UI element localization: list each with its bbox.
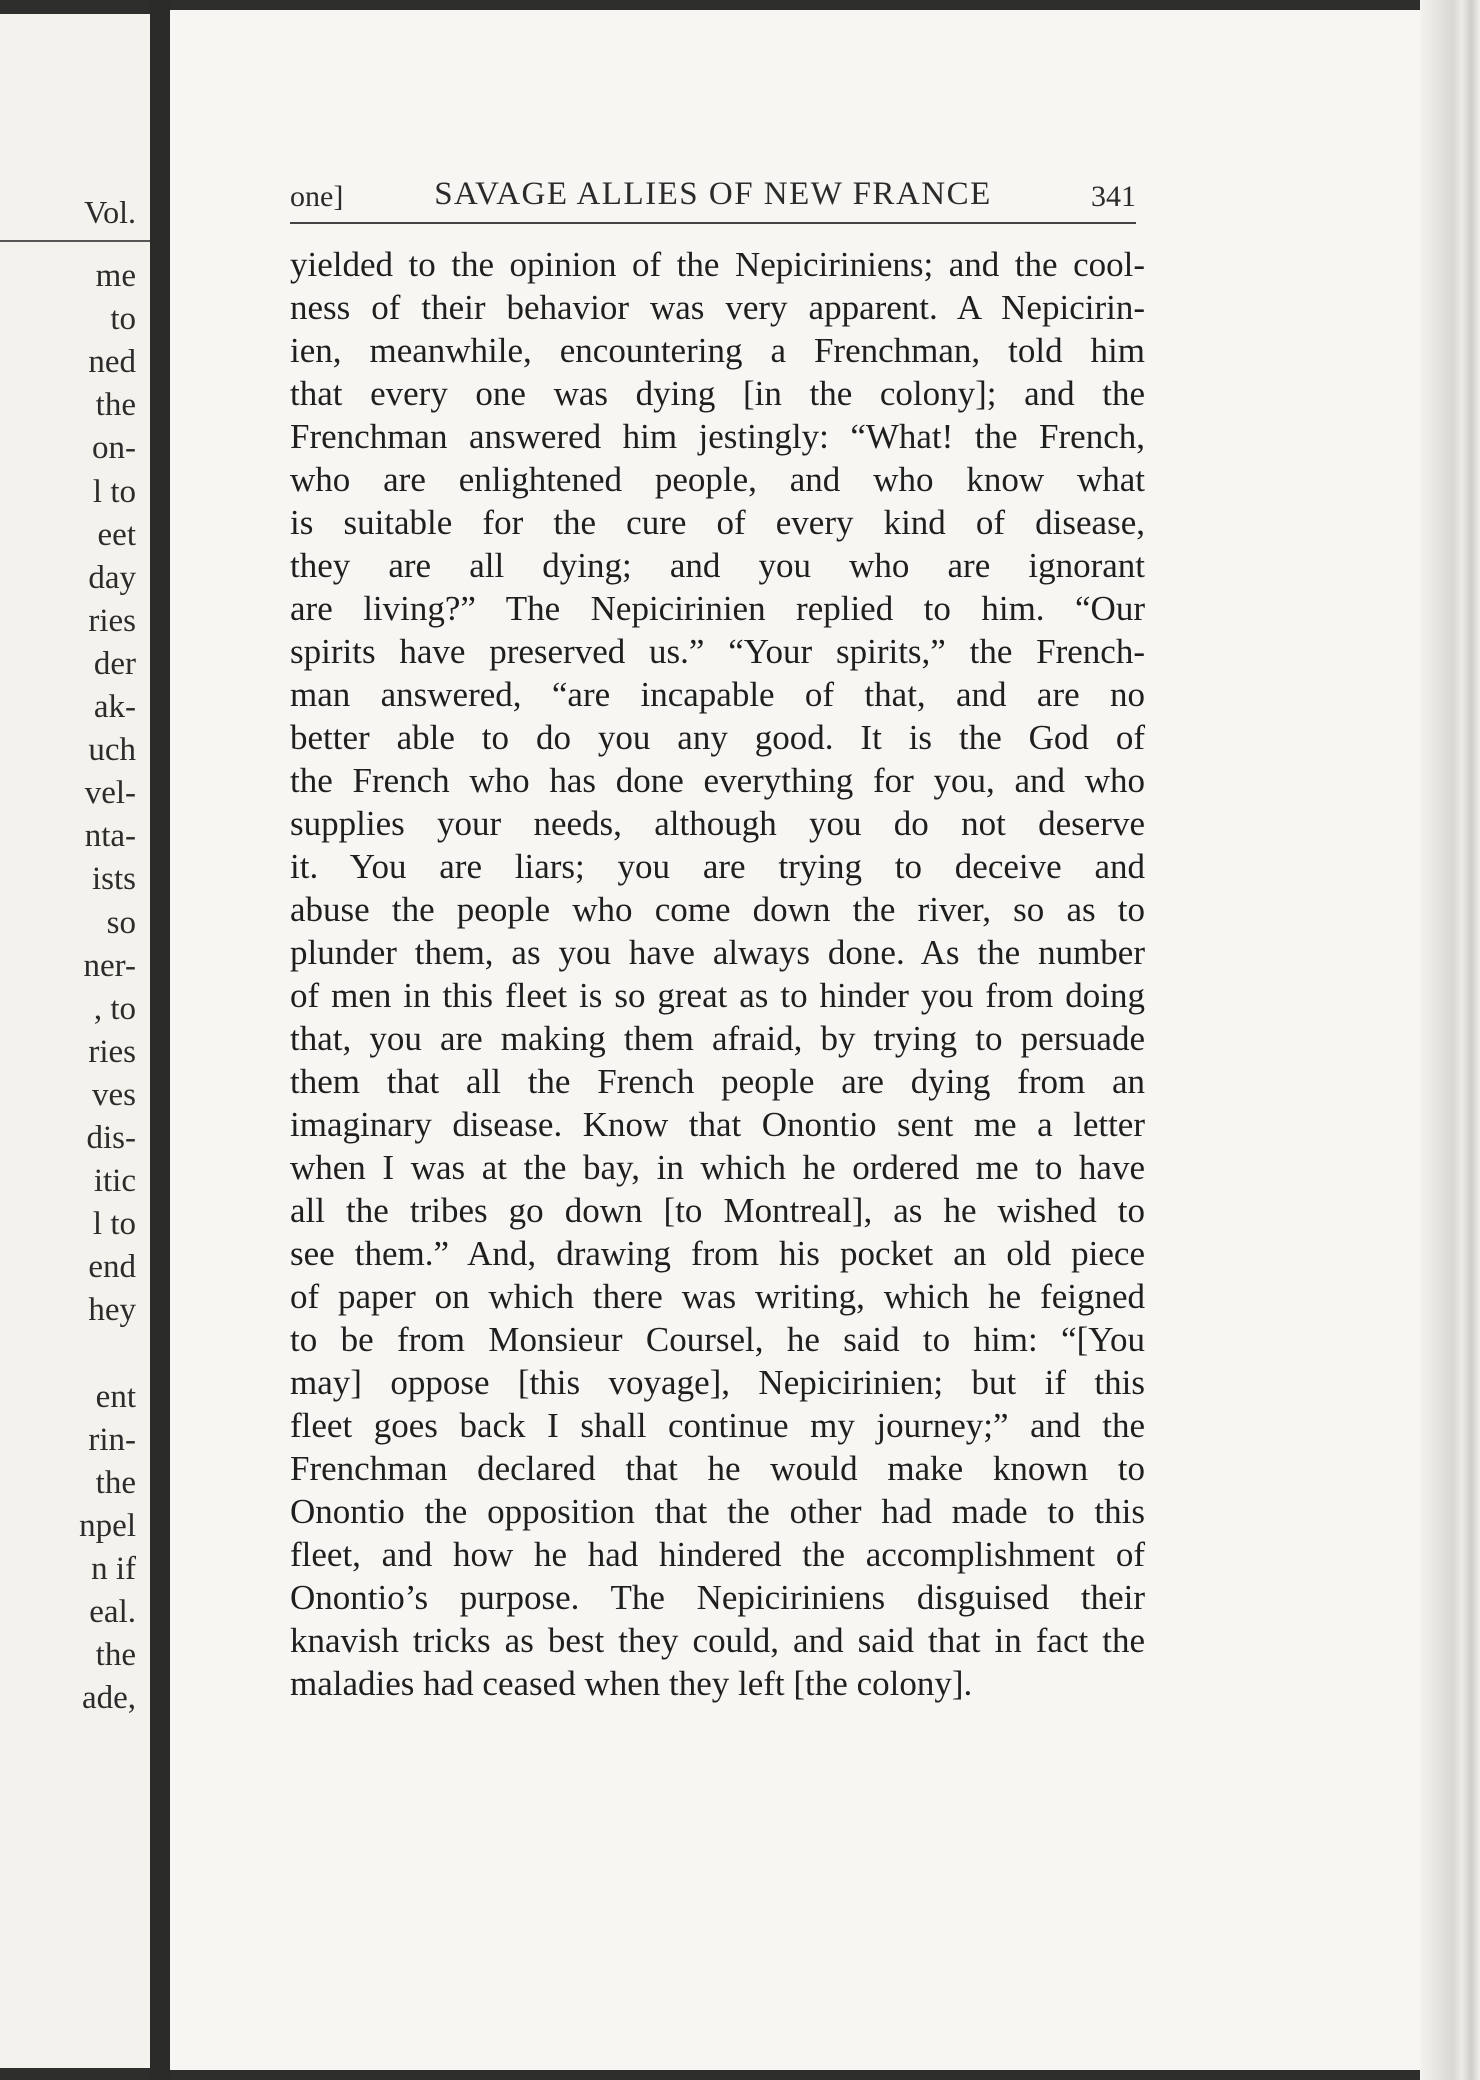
left-line-fragment: rin- xyxy=(88,1421,136,1458)
left-line-fragment: the xyxy=(95,1637,136,1674)
left-line-fragment: me xyxy=(95,258,136,294)
text-line: Frenchman answered him jestingly: “What! the French, xyxy=(290,417,1145,456)
text-line: them that all the French people are dying from an xyxy=(290,1062,1145,1101)
text-line: that, you are making them afraid, by trying to persuade xyxy=(290,1019,1145,1058)
text-line: is suitable for the cure of every kind of disease, xyxy=(290,503,1145,542)
header-chapter-ref: one] xyxy=(290,180,344,213)
left-header-text: Vol. xyxy=(84,194,136,230)
left-page xyxy=(0,14,150,2068)
left-line-fragment: to xyxy=(110,301,136,338)
left-line-fragment: l to xyxy=(92,473,136,510)
left-line-fragment: end xyxy=(88,1249,136,1286)
left-line-fragment: the xyxy=(95,387,136,424)
left-line-fragment: ists xyxy=(91,861,136,898)
text-line: fleet, and how he had hindered the accomplishment of xyxy=(290,1535,1145,1574)
left-line-fragment: so xyxy=(106,904,136,941)
text-line: plunder them, as you have always done. As the number xyxy=(290,933,1145,972)
text-line: abuse the people who come down the river, so as to xyxy=(290,890,1145,929)
text-line: man answered, “are incapable of that, and are no xyxy=(290,675,1145,714)
text-line: when I was at the bay, in which he ordered me to have xyxy=(290,1148,1145,1187)
text-line: it. You are liars; you are trying to deceive and xyxy=(290,847,1145,886)
left-line-fragment: hey xyxy=(88,1292,136,1329)
left-line-fragment: nta- xyxy=(84,818,136,855)
left-line-fragment: itic xyxy=(93,1163,136,1200)
text-line: knavish tricks as best they could, and said that in fact the xyxy=(290,1621,1145,1660)
body-text xyxy=(290,243,1145,1705)
text-line: all the tribes go down [to Montreal], as he wished to xyxy=(290,1191,1145,1230)
left-line-fragment: the xyxy=(95,1464,136,1501)
left-line-fragment: ned xyxy=(88,344,136,381)
left-line-fragment: der xyxy=(93,645,136,682)
text-line: they are all dying; and you who are ignorant xyxy=(290,546,1145,585)
text-line: supplies your needs, although you do not deserve xyxy=(290,804,1145,843)
left-line-fragment: eal. xyxy=(89,1594,136,1631)
text-line: imaginary disease. Know that Onontio sent me a letter xyxy=(290,1105,1145,1144)
text-line: to be from Monsieur Coursel, he said to him: “[You xyxy=(290,1320,1145,1359)
text-line: maladies had ceased when they left [the colony]. xyxy=(290,1664,973,1703)
running-header xyxy=(290,172,1136,224)
left-line-fragment: ade, xyxy=(81,1680,136,1717)
left-line-fragment: ries xyxy=(88,1033,136,1070)
book-gutter xyxy=(150,0,170,2080)
page-edge xyxy=(1420,0,1480,2080)
text-line: spirits have preserved us.” “Your spirits,” the French- xyxy=(290,632,1145,671)
text-line: may] oppose [this voyage], Nepicirinien; but if this xyxy=(290,1363,1145,1402)
left-line-fragment: l to xyxy=(92,1206,136,1243)
text-line: ness of their behavior was very apparent. A Nepicirin- xyxy=(290,288,1145,327)
text-line: that every one was dying [in the colony]; and the xyxy=(290,374,1145,413)
left-line-fragment: ner- xyxy=(83,947,136,984)
text-line: yielded to the opinion of the Nepiciriniens; and the cool- xyxy=(290,245,1145,284)
text-line: who are enlightened people, and who know what xyxy=(290,460,1145,499)
left-line-fragment: day xyxy=(88,559,136,596)
text-line: Onontio the opposition that the other had made to this xyxy=(290,1492,1145,1531)
text-line: of paper on which there was writing, which he feigned xyxy=(290,1277,1145,1316)
left-line-fragment: ves xyxy=(92,1076,136,1113)
left-line-fragment: uch xyxy=(88,732,136,769)
left-line-fragment: eet xyxy=(97,516,136,553)
text-line: of men in this fleet is so great as to hinder you from doing xyxy=(290,976,1145,1015)
left-line-fragment: on- xyxy=(92,430,136,467)
left-line-fragment: n if xyxy=(91,1551,136,1587)
text-line: are living?” The Nepicirinien replied to him. “Our xyxy=(290,589,1145,628)
left-line-fragment: ak- xyxy=(93,689,136,725)
text-line: fleet goes back I shall continue my journey;” and the xyxy=(290,1406,1145,1445)
left-line-fragment: vel- xyxy=(84,775,136,812)
text-line: ien, meanwhile, encountering a Frenchman, told him xyxy=(290,331,1145,370)
text-line: Frenchman declared that he would make known to xyxy=(290,1449,1145,1488)
page-number: 341 xyxy=(1091,180,1136,213)
left-page-header xyxy=(0,190,150,242)
text-line: the French who has done everything for you, and who xyxy=(290,761,1145,800)
left-line-fragment: ries xyxy=(88,602,136,639)
left-line-fragment: ent xyxy=(95,1378,136,1415)
header-title: SAVAGE ALLIES OF NEW FRANCE xyxy=(434,176,992,212)
left-line-fragment: dis- xyxy=(86,1120,136,1156)
text-line: see them.” And, drawing from his pocket an old piece xyxy=(290,1234,1145,1273)
text-line: Onontio’s purpose. The Nepiciriniens disguised their xyxy=(290,1578,1145,1617)
left-line-fragment: npel xyxy=(79,1507,136,1544)
left-line-fragment: , to xyxy=(93,990,136,1027)
text-line: better able to do you any good. It is the God of xyxy=(290,718,1145,757)
